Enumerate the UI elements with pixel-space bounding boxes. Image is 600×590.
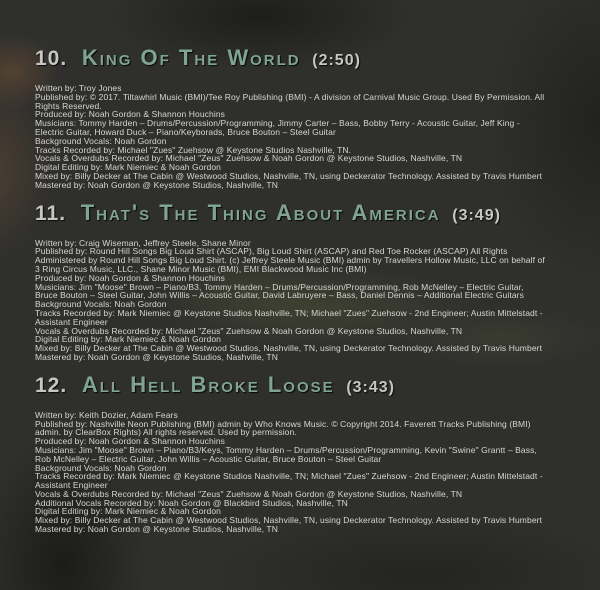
credit-line: Vocals & Overdubs Recorded by: Michael "Zeus" Zuehsow & Noah Gordon @ Keystone Studios, Nashville, TN [35,325,463,336]
track-heading [35,46,572,73]
credit-line: Published by: Round Hill Songs Big Loud Shirt (ASCAP), Big Loud Shirt (ASCAP) and Red Toe Rocker (ASCAP) All Rights Administered by Round Hill Songs Big Loud Shirt. (c) Jeffrey Steele Music (BMI) admin by Travellers Hollow Music, LLC on behalf of 3 Ring Circus Music, LLC., Shane Minor Music (BMI), EMI Blackwood Music Inc (BMI) [35,246,545,274]
credit-line: Digital Editing by: Mark Niemiec & Noah Gordon [35,506,222,517]
track-section-10 [35,46,572,190]
track-title: That's The Thing About America [80,199,441,225]
credit-line: Mastered by: Noah Gordon @ Keystone Studios, Nashville, TN [35,179,278,190]
credit-line: Mastered by: Noah Gordon @ Keystone Studios, Nashville, TN [35,524,278,535]
credit-line: Published by: © 2017. Tiltawhirl Music (BMI)/Tee Roy Publishing (BMI) - A division of Carnival Music Group. Used By Permission. All Rights Reserved. [35,91,545,111]
credit-line: Tracks Recorded by: Mark Niemiec @ Keystone Studios Nashville, TN; Michael "Zues" Zuehsow - 2nd Engineer; Austin Mittelstadt - Assistant Engineer [35,307,543,327]
credit-line: Mixed by: Billy Decker at The Cabin @ Westwood Studios, Nashville, TN, using Deckerator Technology. Assisted by Travis Humbert [35,343,543,354]
credit-line: Vocals & Overdubs Recorded by: Michael "Zeus" Zuehsow & Noah Gordon @ Keystone Studios, Nashville, TN [35,153,463,164]
credit-line: Produced by: Noah Gordon & Shannon Houchins [35,436,226,447]
credit-line: Mixed by: Billy Decker at The Cabin @ Westwood Studios, Nashville, TN, using Deckerator Technology. Assisted by Travis Humbert [35,170,543,181]
track-heading [35,373,572,400]
credit-line: Musicians: Tommy Harden – Drums/Percussion/Programming, Jimmy Carter – Bass, Bobby Terry - Acoustic Guitar, Jeff King - Electric Guitar, Howard Duck – Piano/Keyborads, Bruce Bouton – Steel Guitar [35,118,520,137]
credit-line: Produced by: Noah Gordon & Shannon Houchins [35,272,226,283]
track-number: 10. [35,47,68,70]
track-number: 11. [35,201,67,225]
track-section-12 [35,373,572,534]
credit-line: Published by: Nashville Neon Publishing (BMI) admin by Who Knows Music. © Copyright 2014. Faverett Tracks Publishing (BMI) admin. by ClearBox Rights) All rights reserved. Used by permission. [35,418,531,438]
track-title: King Of The World [81,45,301,70]
credit-line: Digital Editing by: Mark Niemiec & Noah Gordon [35,334,222,345]
credit-line: Additional Vocals Recorded by: Noah Gordon @ Blackbird Studios, Nashville, TN [35,497,348,508]
credit-line: Musicians: Jim "Moose" Brown – Piano/B3, Tommy Harden – Drums/Percussion/Programming, Rob McNelley – Electric Guitar, Bruce Bouton – Steel Guitar, John Willis – Acoustic Guitar, David Labruyere – Bass, Daniel Dennis – Additional Electric Guitars [35,281,524,301]
track-duration: (3:49) [452,206,501,224]
track-duration: (2:50) [312,52,361,69]
track-section-11 [35,201,572,362]
track-heading [35,201,572,228]
track-credits [35,411,547,534]
credit-line: Background Vocals: Noah Gordon [35,462,167,473]
credit-line: Background Vocals: Noah Gordon [35,135,167,146]
track-duration: (3:43) [346,378,396,396]
credit-line: Tracks Recorded by: Mark Niemiec @ Keystone Studios Nashville, TN; Michael "Zues" Zuehsow - 2nd Engineer; Austin Mittelstadt - Assistant Engineer [35,471,543,491]
credit-line: Vocals & Overdubs Recorded by: Michael "Zeus" Zuehsow & Noah Gordon @ Keystone Studios, Nashville, TN [35,488,463,499]
credit-line: Digital Editing by: Mark Niemiec & Noah Gordon [35,162,222,173]
track-credits [35,239,547,362]
credit-line: Mastered by: Noah Gordon @ Keystone Studios, Nashville, TN [35,351,278,362]
credit-line: Background Vocals: Noah Gordon [35,299,167,310]
credit-line: Musicians: Jim "Moose" Brown – Piano/B3/Keys, Tommy Harden – Drums/Percussion/Programming, Kevin "Swine" Grantt – Bass, Rob McNelley – Electric Guitar, John Willis – Acoustic Guitar, Bruce Bouton – Steel Guitar [35,444,537,464]
credit-line: Mixed by: Billy Decker at The Cabin @ Westwood Studios, Nashville, TN, using Deckerator Technology. Assisted by Travis Humbert [35,515,543,526]
credit-line: Written by: Troy Jones [35,83,122,93]
credit-line: Tracks Recorded by: Michael "Zues" Zuehsow @ Keystone Studios Nashville, TN. [35,144,352,155]
track-credits [35,84,547,190]
credit-line: Produced by: Noah Gordon & Shannon Houchins [35,109,226,120]
track-title: All Hell Broke Loose [81,371,335,397]
credit-line: Written by: Craig Wiseman, Jeffrey Steele, Shane Minor [35,237,251,248]
track-number: 12. [35,373,68,397]
credit-line: Written by: Keith Dozier, Adam Fears [35,409,178,420]
